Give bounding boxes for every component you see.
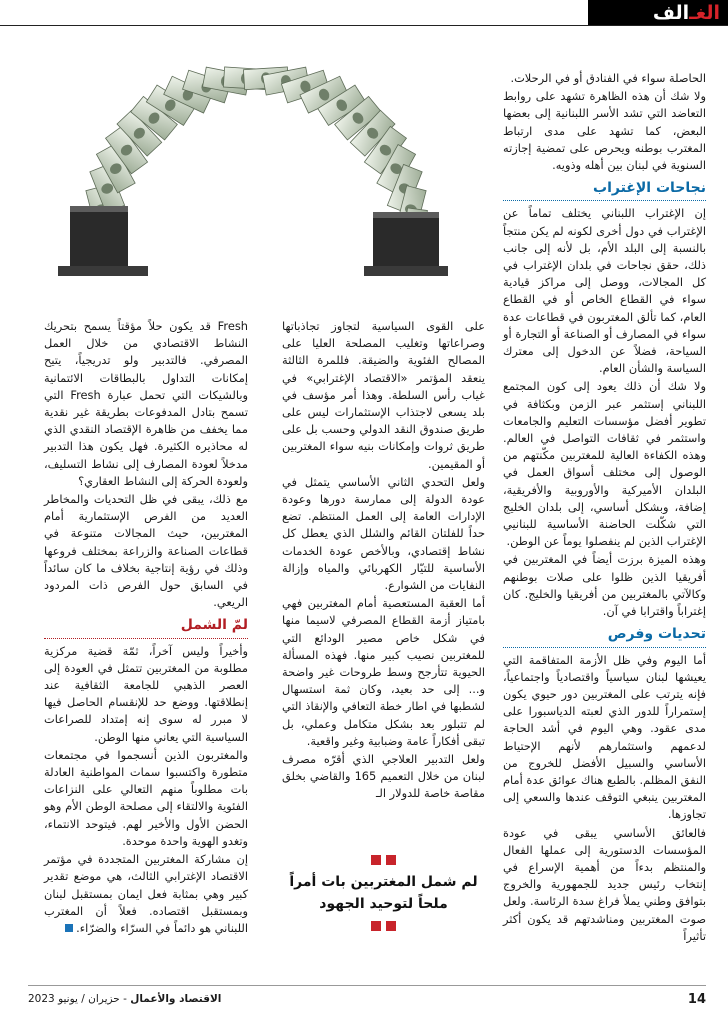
quote-marks-bottom — [282, 921, 485, 931]
paragraph: فالعائق الأساسي يبقى في عودة المؤسسات الدستورية إلى عملها الفعال والمنتظم بدءاً من أهمية الإسراع في إنتخاب رئيس جديد للجمهورية والخروج بتوافق وطني يملأ فراغ سدة الرئاسة. ولعل صوت المغتربين ومناشدتهم قد يكون أكثر تأثيراً — [503, 825, 706, 943]
section-label-red: الغـ — [689, 2, 720, 24]
paragraph: ولا شك أن هذه الظاهرة تشهد على روابط التعاضد التي تشد الأسر اللبنانية إلى بعضها البعض، كما تشهد على مدى ارتباط المغترب بوطنه ويحرص على تمضية إجازته السنوية في لبنان بين أهله وذويه. — [503, 89, 706, 173]
paragraph: وأخيراً وليس آخراً، ثمّة قضية مركزية مطلوبة من المغتربين تتمثل في العودة إلى العصر الذهبي للجامعة الثقافية عند إنطلاقتها. ووضع حد للإنقسام الحاصل فيها لا مبرر له سوى إنه إمتداد للصراعات السياسية التي يعاني منها الوطن. — [44, 643, 248, 744]
section-tab — [588, 0, 728, 26]
left-money-stack — [70, 208, 128, 268]
money-arc-illustration — [28, 38, 483, 308]
paragraph: الحاصلة سواء في الفنادق أو في الرحلات. — [510, 71, 706, 85]
paragraph-final-text: إن مشاركة المغتربين المتجددة في مؤتمر الاقتصاد الإغترابي الثالث، هي موضع تقدير كبير وهي بمثابة فعل ايمان بمستقبل لبنان وبمستقبل اقتصاده. فعلاً أن المغترب اللبناني هو دائماً في السرّاء والضرّاء. — [44, 852, 248, 935]
paragraph: وهذه الميزة برزت أيضاً في المغتربين في أفريقيا الذين ظلوا على صلات بوطنهم وكالآتي بالمغتربين من أفريقيا والخليج. كان إغتراباً واقترابا في آن. — [503, 552, 706, 619]
page-number: 14 — [687, 991, 706, 1007]
paragraph: والمغتربون الذين أنسجموا في مجتمعات متطورة واكتسبوا سمات المواطنية العادلة بات مطلوباً منهم التعالي على النزاعات الفئوية والالتقاء إلى مصلحة الوطن الأم وهو الحضن الأول والأخير لهم. فيتوحد الانتماء، وتغدو الهوية واحدة موحدة. — [44, 747, 248, 848]
paragraph: ولعل التدبير العلاجي الذي أقرّه مصرف لبنان من خلال التعميم 165 والقاضي بخلق مقاصة خاصة للدولار الـ — [282, 752, 485, 801]
paragraph: أما اليوم وفي ظل الأزمة المتفاقمة التي يعيشها لبنان سياسياً واقتصادياً واجتماعياً، فإنه يترتب على المغتربين دور حيوي يكون إستمراراً للدور الذي لعبته الدياسبورا على مدى عقود. وهي اليوم في أشد الحاجة لدعمهم واستثمارهم لأنهم الإحتياط الأساسي والسبيل الأفضل للخروج من النفق المظلم. بالطبع هناك عوائق عدة أمام المغتربين ينبغي التوقف عندها والسعي إلى تجاوزها. — [503, 652, 706, 822]
paragraph: ولعل التحدي الثاني الأساسي يتمثل في عودة الدولة إلى ممارسة دورها وعودة الإدارات العامة إلى العمل المنتظم. تضع حداً للفلتان القائم والشلل الذي يعطل كل نشاط إقتصادي، وبالأخص عودة الخدمات الأساسية للتيّار الكهربائي والمياه وإزالة النفايات من الشوارع. — [282, 474, 485, 593]
column-left — [44, 318, 248, 983]
pull-quote — [282, 855, 485, 937]
issue-date: - حزيران / يونيو 2023 — [28, 993, 131, 1005]
subheading-challenges: تحديات وفرص — [503, 626, 706, 647]
money-arc-image — [28, 38, 483, 308]
right-stack-base — [364, 266, 448, 276]
publication-info — [28, 993, 221, 1005]
paragraph-final — [44, 851, 248, 937]
publication-name: الاقتصاد والأعمال — [130, 993, 222, 1005]
paragraph: ولا شك أن ذلك يعود إلى كون المجتمع اللبناني إستثمر عبر الزمن وبكثافة في تطوير أفضل مؤسسات التعليم والجامعات واستثمر في ثقافات التواصل في العالم. وهذه الكفاءة العالية للمغتربين مكّنتهم من الوصول إلى مختلف أسواق العمل في البلدان الأميركية والأوروبية والأفريقية، إضافة، وبشكل أساسي، إلى بلدان الخليج التي شكّلت الحاضنة الأساسية للبنانيي الإغتراب الذين لم ينفصلوا يوماً عن الوطن. — [503, 379, 706, 549]
pull-quote-text: لم شمل المغتربين بات أمراً ملحاً لتوحيد الجهود — [289, 874, 478, 912]
paragraph: على القوى السياسية لتجاوز تجاذباتها وصراعاتها وتغليب المصلحة العليا على المصالح الفئوية والضيقة. فللمرة الثالثة ينعقد المؤتمر «الاقتصاد الإغترابي» في غياب رأس السلطة. وهذا أمر مؤسف في بلد يسعى لاجتذاب الإستثمارات ليس على طريق صندوق النقد الدولي وحسب بل على طريق ثروات وإمكانات بنيه سواء المغتربين أو المقيمين. — [282, 319, 485, 471]
quote-marks-top — [282, 855, 485, 865]
top-rule — [0, 25, 728, 26]
column-right — [503, 70, 706, 980]
article-end-mark — [65, 924, 73, 932]
paragraph: أما العقبة المستعصية أمام المغتربين فهي بامتياز أزمة القطاع المصرفي لاسيما منها في شكل خاص مصير الودائع التي للمغتربين نصيب كبير منها. فهذه المسألة الحيوية تتأرجح وسط طروحات غير واضحة و... إلى حد بعيد، وكان ثمة استسهال لشطبها في اطار خطة التعافي والإنقاذ التي لم تتبلور بعد بشكل متكامل وعملي، بل تبقى أفكاراً عامة وضبابية وغير واقعية. — [282, 596, 485, 748]
section-label-white: الف — [652, 2, 690, 24]
paragraph: إن الإغتراب اللبناني يختلف تماماً عن الإغتراب في دول أخرى لكونه لم يكن منتجاً بالنسبة إلى البلد الأم، بل لأنه إلى جانب ذلك، حقق نجاحات في بلدان الإغتراب في كل المجالات، ووصل إلى مراكز قيادية سواء في القطاع الخاص أو في القطاع العام، كما تألق المغتربون في قطاعات عدة سواء في المصارف أو الصناعة أو التجارة أو السياحة، فضلاً عن الدخول إلى معترك السياسة والشأن العام. — [503, 206, 706, 376]
subheading-reunion: لمّ الشمل — [44, 617, 248, 638]
paragraph: Fresh قد يكون حلاً مؤقتاً يسمح بتحريك النشاط الاقتصادي من خلال العمل المصرفي. فالتدبير ولو تدريجياً، يتيح إمكانات التداول بالبطاقات الائتمانية وبالشيكات التي تحمل عبارة Fresh التي تسمح بتادل المدفوعات بطريقة غير نقدية مما يخفف من ظاهرة الإقتصاد النقدي الذي له محاذيره الكثيرة. فهل يكون هذا التدبير مدخلاً لعودة المصارف إلى نشاط التسليف، ولعودة الحركة إلى النشاط العقاري؟ — [44, 319, 249, 488]
right-money-stack — [373, 214, 439, 268]
footer-rule — [28, 985, 706, 986]
page-footer — [28, 989, 706, 1009]
subheading-expat-success: نجاحات الإغتراب — [503, 180, 706, 201]
left-stack-base — [58, 266, 148, 276]
paragraph: مع ذلك، يبقى في ظل التحديات والمخاطر العديد من الفرص الإستثمارية أمام المغتربين، حيث المجالات متنوعة في قطاعات الصناعة والزراعة بمختلف فروعها وذلك في رؤية إنتاجية بخلاف ما كان سائداً في السابق حول الفرص ذات المردود الريعي. — [44, 492, 248, 610]
column-middle — [282, 318, 485, 918]
